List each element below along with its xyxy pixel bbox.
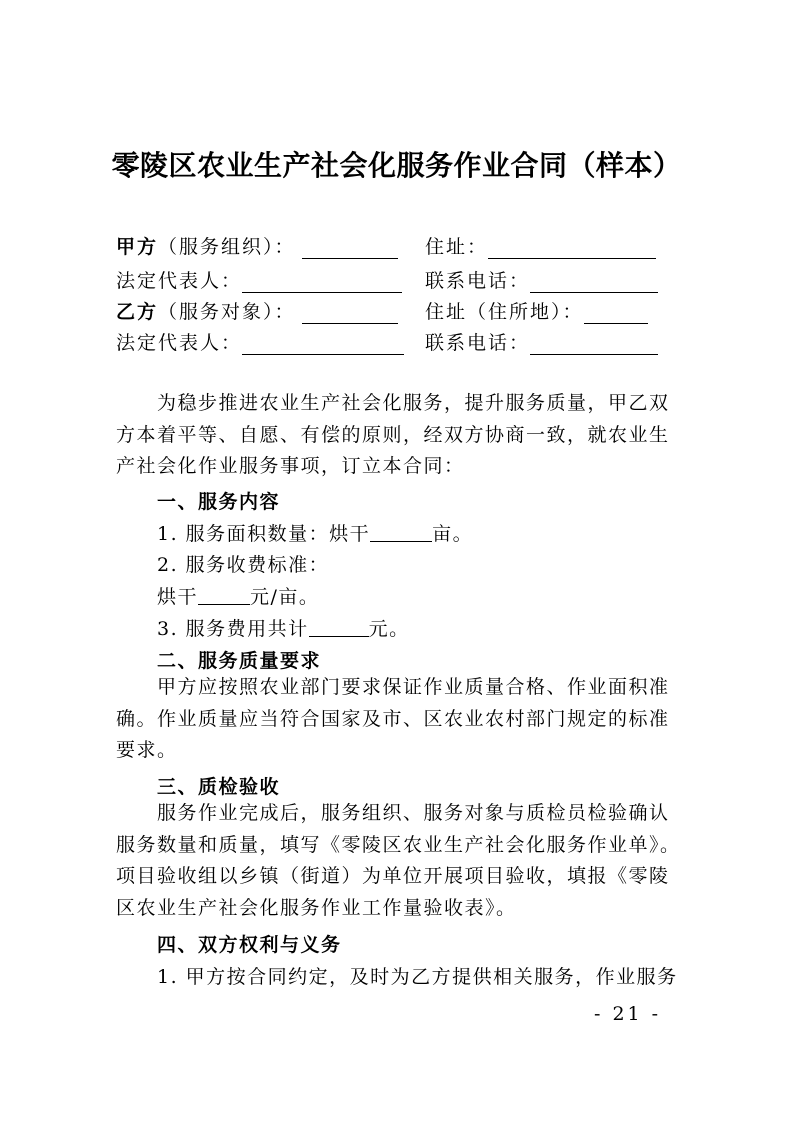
party-a-rep-row — [116, 266, 402, 293]
party-a-address-blank — [488, 240, 656, 259]
party-a-name-blank — [302, 240, 398, 259]
service-area-unit: 亩。 — [432, 523, 474, 545]
party-b-label: 乙方 — [116, 301, 159, 323]
party-b-row — [116, 297, 398, 324]
section-heading-inspection: 三、质检验收 — [157, 776, 281, 798]
total-fee-label: 3. 服务费用共计 — [157, 618, 309, 640]
drying-fee-line — [157, 582, 319, 609]
party-b-name-blank — [302, 305, 398, 324]
party-b-address-blank — [584, 305, 648, 324]
drying-fee-label: 烘干 — [157, 586, 199, 608]
party-a-phone-label: 联系电话： — [425, 270, 531, 292]
party-a-address-row — [425, 232, 656, 259]
party-a-address-label: 住址： — [425, 236, 489, 258]
party-a-label: 甲方 — [116, 236, 159, 258]
service-area-label: 1. 服务面积数量：烘干 — [157, 523, 371, 545]
party-b-address-row — [425, 297, 648, 324]
party-b-rep-row — [116, 328, 404, 355]
section-heading-service-content: 一、服务内容 — [157, 491, 281, 513]
intro-paragraph: 为稳步推进农业生产社会化服务，提升服务质量，甲乙双方本着平等、自愿、有偿的原则，经双方协商一致，就农业生产社会化作业服务事项，订立本合同： — [116, 392, 670, 477]
party-a-rep-blank — [242, 274, 402, 293]
section-heading-rights: 四、双方权利与义务 — [157, 934, 342, 956]
total-fee-unit: 元。 — [368, 618, 410, 640]
party-b-phone-row — [425, 328, 658, 355]
party-a-phone-row — [425, 266, 658, 293]
drying-fee-unit: 元/亩。 — [250, 586, 320, 608]
total-fee-line — [157, 614, 410, 641]
drying-fee-blank — [198, 586, 250, 605]
service-area-line — [157, 519, 473, 546]
fee-standard-line: 2. 服务收费标准： — [157, 554, 330, 576]
section-heading-quality: 二、服务质量要求 — [157, 650, 322, 672]
party-a-phone-blank — [530, 274, 658, 293]
service-area-blank — [370, 523, 432, 542]
party-a-rep-label: 法定代表人： — [116, 270, 243, 292]
party-b-rep-blank — [242, 336, 404, 355]
page-number: - 21 - — [594, 1003, 662, 1025]
party-b-note: （服务对象）： — [158, 301, 296, 323]
quality-paragraph: 甲方应按照农业部门要求保证作业质量合格、作业面积准确。作业质量应当符合国家及市、区农业农村部门规定的标准要求。 — [116, 676, 670, 761]
party-a-note: （服务组织）： — [158, 236, 296, 258]
total-fee-blank — [309, 618, 369, 637]
party-b-rep-label: 法定代表人： — [116, 332, 243, 354]
rights-item-1: 1. 甲方按合同约定，及时为乙方提供相关服务，作业服务 — [157, 966, 678, 988]
party-b-phone-label: 联系电话： — [425, 332, 531, 354]
party-b-phone-blank — [530, 336, 658, 355]
party-a-row — [116, 232, 398, 259]
party-b-address-label: 住址（住所地）： — [425, 301, 584, 323]
inspection-paragraph: 服务作业完成后，服务组织、服务对象与质检员检验确认服务数量和质量，填写《零陵区农业生产社会化服务作业单》。项目验收组以乡镇（街道）为单位开展项目验收，填报《零陵区农业生产社会化服务作业工作量验收表》。 — [116, 802, 681, 919]
document-title: 零陵区农业生产社会化服务作业合同（样本） — [111, 149, 682, 182]
